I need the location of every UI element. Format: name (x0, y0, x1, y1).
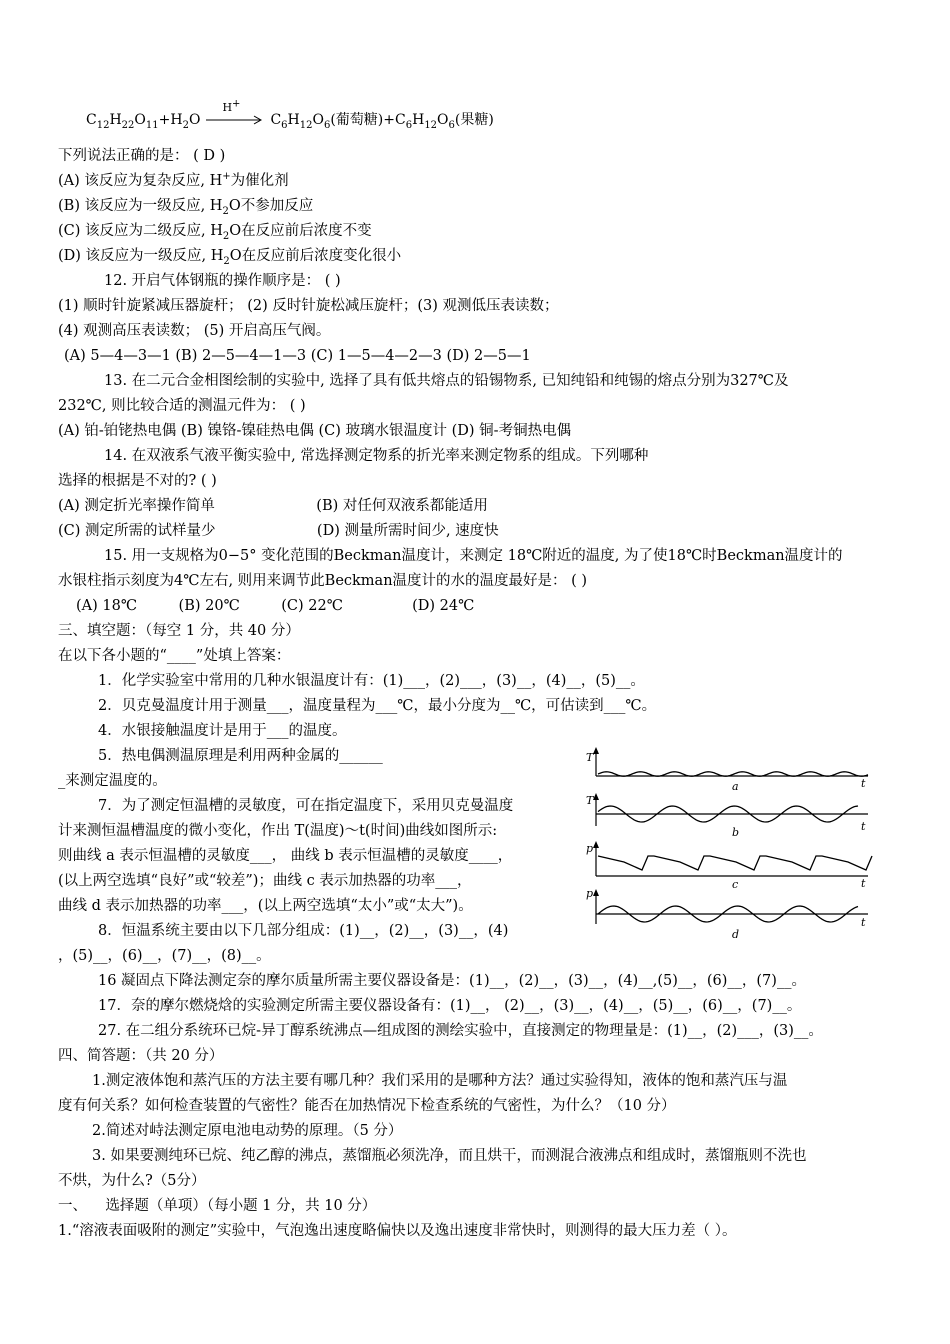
formula-products: $C_6H_{12}O_6$(葡萄糖)$+C_6H_{12}O_6$(果糖) (270, 112, 494, 131)
short-answer-1a: 1.测定液体饱和蒸汽压的方法主要有哪几种？我们采用的是哪种方法？通过实验得知，液体的饱和蒸汽压与温 (92, 1073, 788, 1089)
axis-label-t-d: t (861, 916, 866, 929)
q11-stem: 下列说法正确的是： ( D ) (58, 148, 226, 164)
q14-options-2: (C) 测定所需的试样量少 (D) 测量所需时间少, 速度快 (58, 523, 499, 539)
curve-c (598, 856, 872, 870)
fill-5b: _来测定温度的。 (58, 773, 167, 789)
axis-label-T-a: T (586, 751, 594, 764)
q13-stem-2: 232℃, 则比较合适的测温元件为： ( ) (58, 398, 306, 414)
fill-2: 2．贝克曼温度计用于测量___，温度量程为___℃，最小分度为__℃，可估读到___℃。 (98, 698, 657, 714)
fill-1: 1．化学实验室中常用的几种水银温度计有：(1)___，(2)___，(3)__，(4)__，(5)__。 (98, 673, 645, 689)
section4-title: 四、简答题：（共 20 分） (58, 1048, 224, 1064)
curve-label-a: a (732, 780, 739, 793)
fill-7c: 则曲线 a 表示恒温槽的灵敏度___， 曲线 b 表示恒温槽的灵敏度____， (58, 848, 513, 864)
curve-panel-a (586, 747, 868, 793)
reaction-arrow (204, 98, 264, 130)
fill-5a: 5．热电偶测温原理是利用两种金属的______ (98, 748, 383, 764)
choice-1: 1.“溶液表面吸附的测定”实验中，气泡逸出速度略偏快以及逸出速度非常快时，则测得的最大压力差（ ）。 (58, 1223, 737, 1239)
axis-label-t-a: t (861, 777, 866, 790)
short-answer-2: 2.简述对峙法测定原电池电动势的原理。（5 分） (92, 1123, 403, 1139)
q11-option-b: (B) 该反应为一级反应, $H_2O$不参加反应 (58, 198, 314, 217)
fill-8a: 8．恒温系统主要由以下几部分组成：(1)__，(2)__，(3)__，(4) (98, 923, 509, 939)
q11-option-c: (C) 该反应为二级反应, $H_2O$在反应前后浓度不变 (58, 223, 372, 242)
fill-7d: (以上两空选填“良好”或“较差”)；曲线 c 表示加热器的功率___， (58, 873, 472, 889)
curve-label-b: b (732, 826, 740, 839)
short-answer-3a: 3. 如果要测纯环已烷、纯乙醇的沸点，蒸馏瓶必须洗净，而且烘干，而测混合液沸点和组成时，蒸馏瓶则不洗也 (92, 1148, 807, 1164)
q15-stem-2: 水银柱指示刻度为4℃左右, 则用来调节此Beckman温度计的水的温度最好是： ( ) (58, 573, 588, 589)
q11-option-a: (A) 该反应为复杂反应, H+为催化剂 (58, 171, 289, 189)
q11-option-d: (D) 该反应为一级反应, $H_2O$在反应前后浓度变化很小 (58, 248, 402, 267)
axis-label-p-d: p (586, 887, 594, 900)
q12-steps-2: (4) 观测高压表读数； (5) 开启高压气阀。 (58, 323, 331, 339)
q14-stem-2: 选择的根据是不对的? ( ) (58, 473, 217, 489)
short-answer-3b: 不烘，为什么?（5分） (58, 1173, 206, 1189)
q12-options: (A) 5—4—3—1 (B) 2—5—4—1—3 (C) 1—5—4—2—3 (D) 2—5—1 (64, 348, 531, 364)
axis-label-t-c: t (861, 877, 866, 890)
fill-16: 16 凝固点下降法测定奈的摩尔质量所需主要仪器设备是：(1)__，(2)__，(3)__，(4)__,(5)__，(6)__，(7)__。 (98, 973, 806, 989)
short-answer-1b: 度有何关系？如何检查装置的气密性？能否在加热情况下检查系统的气密性，为什么？（10 分） (58, 1098, 676, 1114)
q15-options: (A) 18℃ (B) 20℃ (C) 22℃ (D) 24℃ (76, 598, 475, 614)
curve-panel-d (586, 887, 868, 941)
q12-steps-1: (1) 顺时针旋紧减压器旋杆； (2) 反时针旋松减压旋杆；(3) 观测低压表读数； (58, 298, 559, 314)
fill-7b: 计来测恒温槽温度的微小变化，作出 T(温度)～t(时间)曲线如图所示: (58, 823, 498, 839)
q12-stem: 12. 开启气体钢瓶的操作顺序是： ( ) (104, 273, 341, 289)
fill-17: 17．奈的摩尔燃烧焓的实验测定所需主要仪器设备有：(1)__， (2)__，(3)__，(4)__，(5)__，(6)__，(7)__。 (98, 998, 802, 1014)
q14-options-1: (A) 测定折光率操作简单 (B) 对任何双液系都能适用 (58, 498, 488, 514)
curve-panel-b (586, 793, 868, 839)
axis-label-p-c: p (586, 842, 594, 855)
axis-label-T-b: T (586, 794, 594, 807)
curve-panel-c (586, 841, 872, 891)
section3-intro: 在以下各小题的“____”处填上答案： (58, 648, 291, 664)
fill-8b: ，(5)__，(6)__，(7)__，(8)__。 (58, 948, 271, 964)
fill-4: 4．水银接触温度计是用于___的温度。 (98, 723, 347, 739)
thermostat-curves-figure (586, 744, 886, 944)
formula-reactants: $C_{12}H_{22}O_{11}+H_2O$ (86, 112, 201, 131)
fill-7e: 曲线 d 表示加热器的功率___，(以上两空选填“太小”或“太大”)。 (58, 898, 473, 914)
reaction-equation (86, 98, 494, 131)
curve-label-c: c (732, 878, 739, 891)
catalyst-label: H+ (222, 98, 241, 114)
axis-label-t-b: t (861, 820, 866, 833)
q13-options: (A) 铂-铂铑热电偶 (B) 镍铬-镍硅热电偶 (C) 玻璃水银温度计 (D) 铜-考铜热电偶 (58, 423, 572, 439)
q13-stem-1: 13. 在二元合金相图绘制的实验中, 选择了具有低共熔点的铅锡物系, 已知纯铅和纯锡的熔点分别为327℃及 (104, 373, 789, 389)
section3-title: 三、填空题：（每空 1 分，共 40 分） (58, 623, 300, 639)
fill-7a: 7．为了测定恒温槽的灵敏度，可在指定温度下，采用贝克曼温度 (98, 798, 514, 814)
q15-stem-1: 15. 用一支规格为0−5° 变化范围的Beckman温度计，来测定 18℃附近的温度, 为了使18℃时Beckman温度计的 (104, 548, 843, 564)
section1-title: 一、 选择题（单项）（每小题 1 分，共 10 分） (58, 1198, 377, 1214)
arrow-icon (204, 110, 264, 130)
fill-27: 27. 在二组分系统环已烷-异丁醇系统沸点—组成图的测绘实验中，直接测定的物理量是：(1)__，(2)___，(3)__。 (98, 1023, 823, 1039)
curve-label-d: d (732, 928, 740, 941)
q14-stem-1: 14. 在双液系气液平衡实验中, 常选择测定物系的折光率来测定物系的组成。下列哪种 (104, 448, 649, 464)
